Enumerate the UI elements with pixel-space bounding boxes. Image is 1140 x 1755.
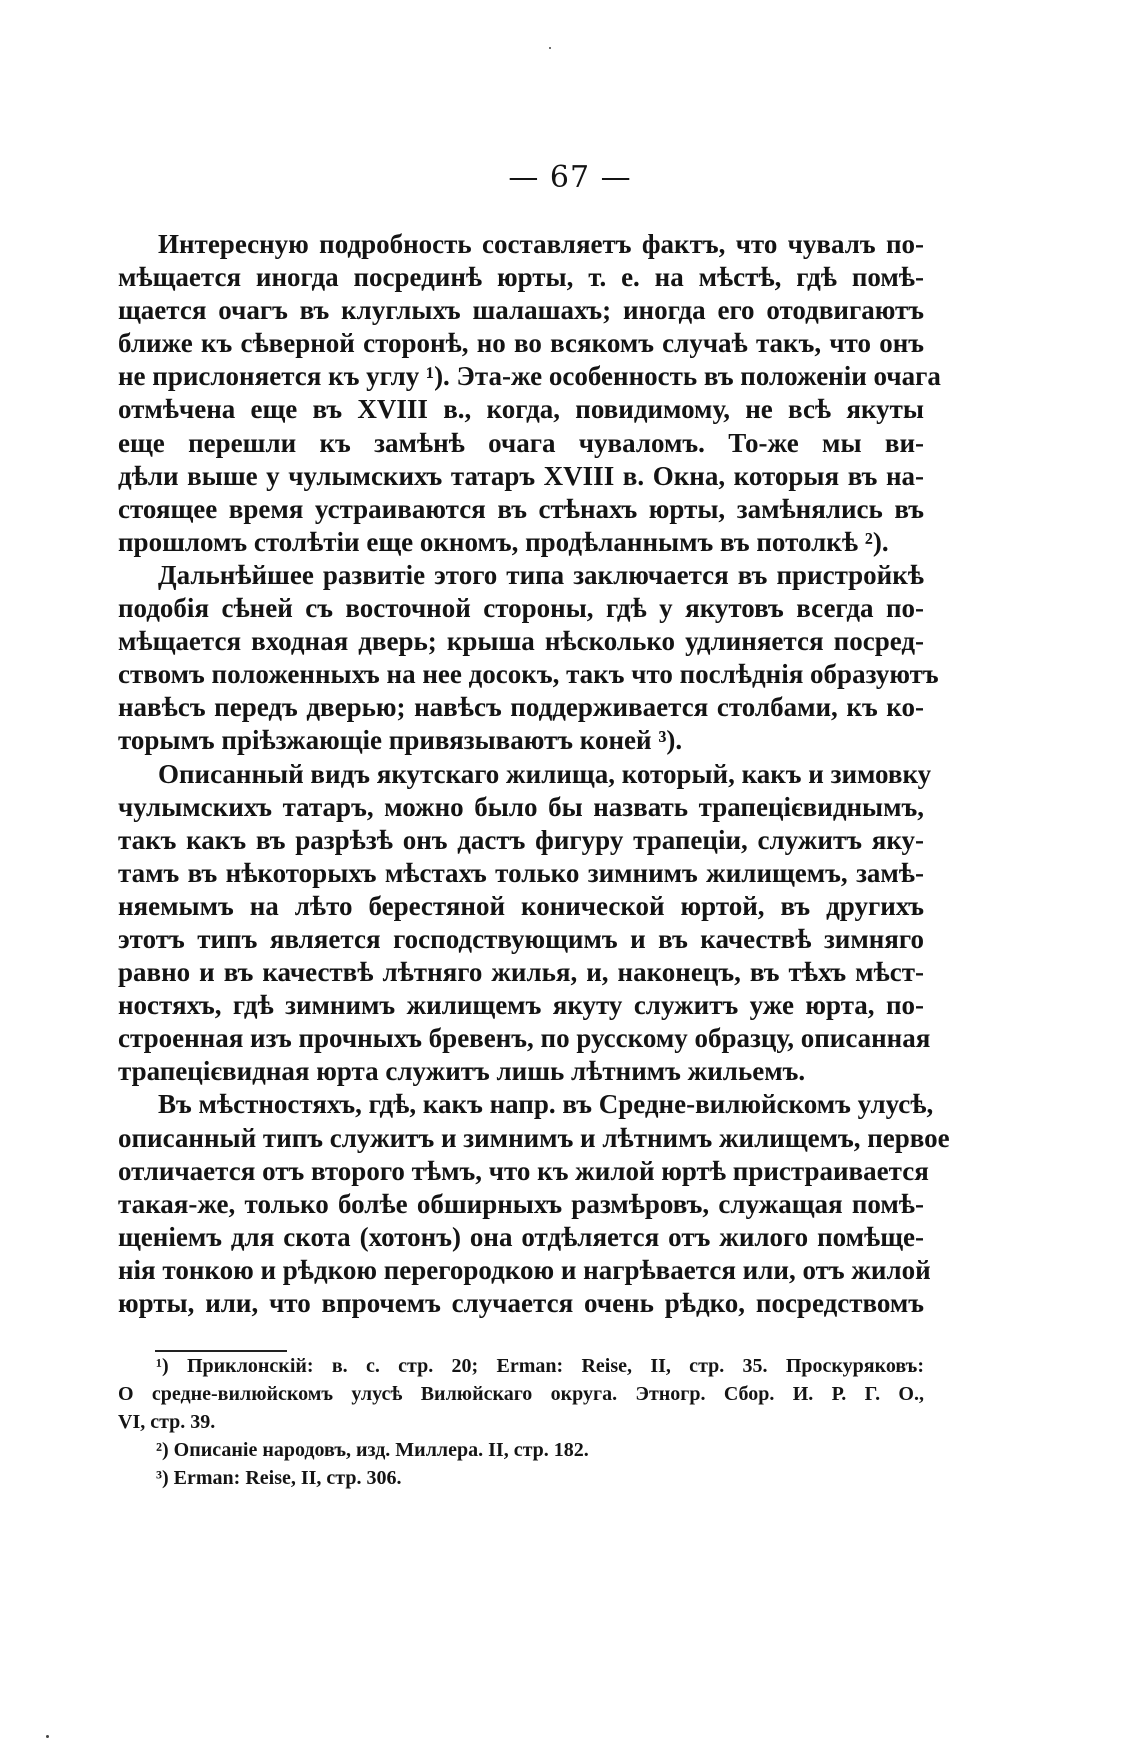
text-line: подобія сѣней съ восточной стороны, гдѣ у якутовъ всегда по- bbox=[118, 593, 924, 624]
scan-speck bbox=[549, 47, 551, 49]
footnote-line: ¹) Приклонскій: в. с. стр. 20; Erman: Reise, II, стр. 35. Проскуряковъ: bbox=[156, 1355, 924, 1377]
text-line: мѣщается входная дверь; крыша нѣсколько удлиняется посред- bbox=[118, 626, 924, 657]
text-line: тамъ въ нѣкоторыхъ мѣстахъ только зимнимъ жилищемъ, замѣ- bbox=[118, 857, 924, 888]
text-line: строенная изъ прочныхъ бревенъ, по русскому образцу, описанная bbox=[118, 1023, 931, 1054]
footnote-line: VI, стр. 39. bbox=[118, 1411, 216, 1433]
text-line: описанный типъ служитъ и зимнимъ и лѣтнимъ жилищемъ, первое bbox=[118, 1122, 950, 1153]
text-line: няемымъ на лѣто берестяной конической юртой, въ другихъ bbox=[118, 890, 924, 921]
text-line: дѣли выше у чулымскихъ татаръ XVIII в. Окна, которыя въ на- bbox=[118, 460, 924, 491]
text-line: чулымскихъ татаръ, можно было бы назвать трапецієвиднымъ, bbox=[118, 791, 924, 822]
text-line: мѣщается иногда посрединѣ юрты, т. е. на мѣстѣ, гдѣ помѣ- bbox=[118, 262, 924, 293]
footnote-line: О средне-вилюйскомъ улусѣ Вилюйскаго округа. Этногр. Сбор. И. Р. Г. О., bbox=[118, 1383, 924, 1405]
scan-speck bbox=[46, 1735, 49, 1738]
text-line: такая-же, только болѣе обширныхъ размѣровъ, служащая помѣ- bbox=[118, 1188, 924, 1219]
text-line: ностяхъ, гдѣ зимнимъ жилищемъ якуту служитъ уже юрта, по- bbox=[118, 990, 924, 1021]
text-line: торымъ пріѣзжающіе привязываютъ коней ³). bbox=[118, 725, 683, 756]
text-line: Дальнѣйшее развитіе этого типа заключается въ пристройкѣ bbox=[158, 559, 924, 590]
text-line: отличается отъ второго тѣмъ, что къ жилой юртѣ пристраивается bbox=[118, 1155, 929, 1186]
footnote-line: ²) Описаніе народовъ, изд. Миллера. II, стр. 182. bbox=[156, 1439, 589, 1461]
text-line: трапецієвидная юрта служитъ лишь лѣтнимъ жильемъ. bbox=[118, 1056, 806, 1087]
text-line: щается очагъ въ клуглыхъ шалашахъ; иногда его отодвигаютъ bbox=[118, 295, 924, 326]
text-line: ствомъ положенныхъ на нее досокъ, такъ что послѣднія образуютъ bbox=[118, 659, 939, 690]
footnotes bbox=[118, 1352, 924, 1492]
text-line: отмѣчена еще въ XVIII в., когда, повидимому, не всѣ якуты bbox=[118, 394, 924, 425]
text-line: ближе къ сѣверной сторонѣ, но во всякомъ случаѣ такъ, что онъ bbox=[118, 328, 924, 359]
body-text bbox=[118, 228, 950, 1320]
text-line: юрты, или, что впрочемъ случается очень рѣдко, посредствомъ bbox=[118, 1288, 924, 1318]
text-line: еще перешли къ замѣнѣ очага чуваломъ. То-же мы ви- bbox=[118, 427, 924, 458]
footnote-line: ³) Erman: Reise, II, стр. 306. bbox=[156, 1467, 402, 1489]
text-line: Въ мѣстностяхъ, гдѣ, какъ напр. въ Средне-вилюйскомъ улусѣ, bbox=[158, 1089, 934, 1120]
text-line: щеніемъ для скота (хотонъ) она отдѣляется отъ жилого помѣще- bbox=[118, 1221, 924, 1252]
text-line: Описанный видъ якутскаго жилища, который, какъ и зимовку bbox=[158, 758, 932, 789]
text-line: навѣсъ передъ дверью; навѣсъ поддерживается столбами, къ ко- bbox=[118, 692, 924, 723]
text-line: Интересную подробность составляетъ фактъ, что чувалъ по- bbox=[158, 229, 924, 259]
text-line: этотъ типъ является господствующимъ и въ качествѣ зимняго bbox=[118, 923, 924, 954]
text-line: такъ какъ въ разрѣзѣ онъ дастъ фигуру трапеціи, служитъ яку- bbox=[118, 824, 924, 855]
text-line: прошломъ столѣтіи еще окномъ, продѣланнымъ въ потолкѣ ²). bbox=[118, 526, 889, 557]
text-line: нія тонкою и рѣдкою перегородкою и нагрѣвается или, отъ жилой bbox=[118, 1254, 931, 1285]
page-number: — 67 — bbox=[508, 160, 632, 195]
text-line: не прислоняется къ углу ¹). Эта-же особенность въ положеніи очага bbox=[118, 361, 941, 392]
text-line: стоящее время устраиваются въ стѣнахъ юрты, замѣнялись въ bbox=[118, 493, 924, 524]
text-line: равно и въ качествѣ лѣтняго жилья, и, наконецъ, въ тѣхъ мѣст- bbox=[118, 957, 924, 988]
